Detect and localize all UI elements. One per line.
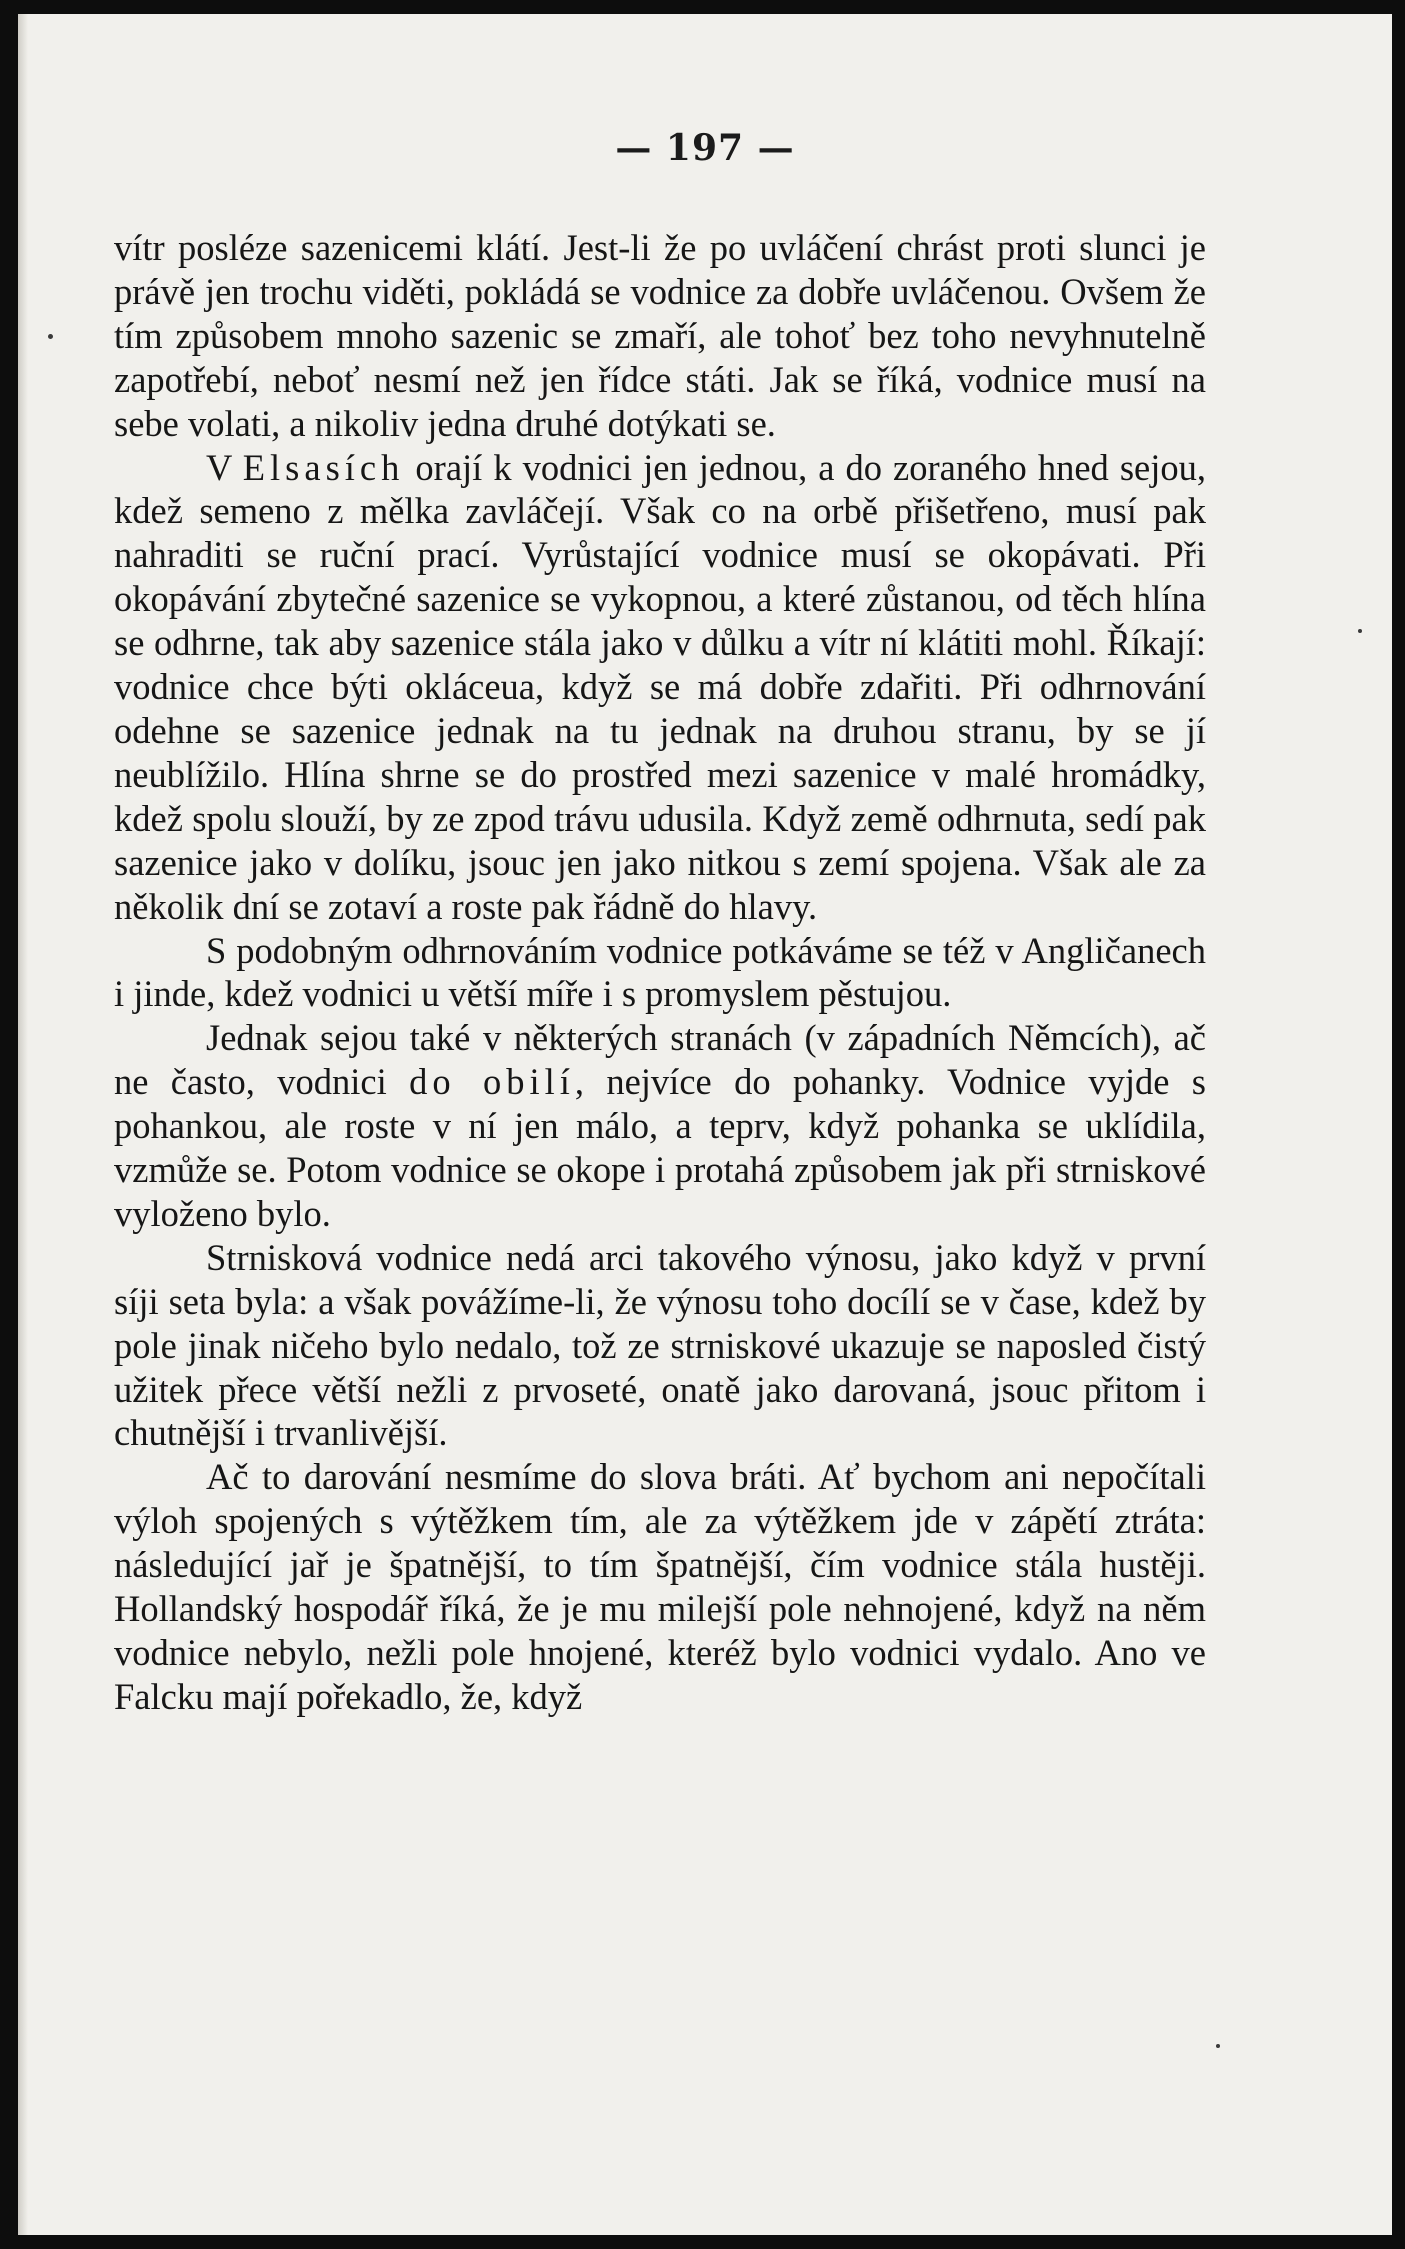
print-speck xyxy=(1216,2044,1220,2048)
paragraph-1: vítr posléze sazenicemi klátí. Jest-li že po uvláčení chrást proti slunci je právě jen trochu viděti, pokládá se vodnice za dobře uvláčenou. Ovšem že tím způsobem mnoho sazenic se zmaří, ale tohoť bez toho nevyhnutelně zapotřebí, neboť nesmí než jen řídce státi. Jak se říká, vodnice musí na sebe volati, a nikoliv jedna druhé dotýkati se. xyxy=(114,227,1206,444)
paragraph-4-start: Jednak sejou také v některých stranách (v západních Němcích), ač ne často, vodnici xyxy=(114,1017,1206,1103)
page-number: — 197 — xyxy=(615,127,795,169)
paragraph-2-spaced-term: Elsasích xyxy=(242,446,405,488)
paragraph-2-start: V xyxy=(206,446,243,488)
book-page xyxy=(18,14,1392,2235)
page-gutter-shadow xyxy=(18,14,28,2235)
paragraph-3: S podobným odhrnováním vodnice potkáváme se též v Angličanech i jinde, kdež vodnici u větší míře i s promyslem pěstujou. xyxy=(114,929,1206,1015)
paragraph-6: Ač to darování nesmíme do slova bráti. Ať bychom ani nepočítali výloh spojených s výtěžkem tím, ale za výtěžkem jde v zápětí ztráta: následující jař je špatnější, to tím špatnější, čím vodnice stála hustěji. Hollandský hospodář říká, že je mu milejší pole nehnojené, když na něm vodnice nebylo, nežli pole hnojené, kteréž bylo vodnici vydalo. Ano ve Falcku mají pořekadlo, že, když xyxy=(114,1456,1206,1717)
paragraph-2-rest: orají k vodnici jen jednou, a do zoraného hned sejou, kdež semeno z mělka zavláčejí. Však co na orbě přišetřeno, musí pak nahraditi se ruční prací. Vyrůstající vodnice musí se okopávati. Při okopávání zbytečné sazenice se vykopnou, a které zůstanou, od těch hlína se odhrne, tak aby sazenice stála jako v důlku a vítr ní klátiti mohl. Říkají: vodnice chce býti okláceua, když se má dobře zdařiti. Při odhrnování odehne se sazenice jednak na tu jednak na druhou stranu, by se jí neublížilo. Hlína shrne se do prostřed mezi sazenice v malé hromádky, kdež spolu slouží, by ze zpod trávu udusila. Když země odhrnuta, sedí pak sazenice jako v dolíku, jsouc jen jako nitkou s zemí spojena. Však ale za několik dní se zotaví a roste pak řádně do hlavy. xyxy=(114,446,1207,927)
paragraph-5: Strnisková vodnice nedá arci takového výnosu, jako když v první síji seta byla: a však povážíme-li, že výnosu toho docílí se v čase, kdež by pole jinak ničeho bylo nedalo, tož ze strniskové ukazuje se naposled čistý užitek přece větší nežli z prvoseté, onatě jako darovaná, jsouc přitom i chutnější i trvanlivější. xyxy=(114,1236,1206,1454)
print-speck xyxy=(1358,629,1362,633)
body-text xyxy=(114,226,1206,1719)
paragraph-4 xyxy=(114,1016,1206,1236)
print-speck xyxy=(48,334,53,339)
paragraph-4-rest: , nejvíce do pohanky. Vodnice vyjde s pohankou, ale roste v ní jen málo, a teprv, když pohanka se uklídila, vzmůže se. Potom vodnice se okope i protahá způsobem jak při strniskové vyloženo bylo. xyxy=(114,1061,1206,1234)
paragraph-4-spaced-term: do obilí xyxy=(409,1061,575,1103)
paragraph-2 xyxy=(114,446,1206,929)
